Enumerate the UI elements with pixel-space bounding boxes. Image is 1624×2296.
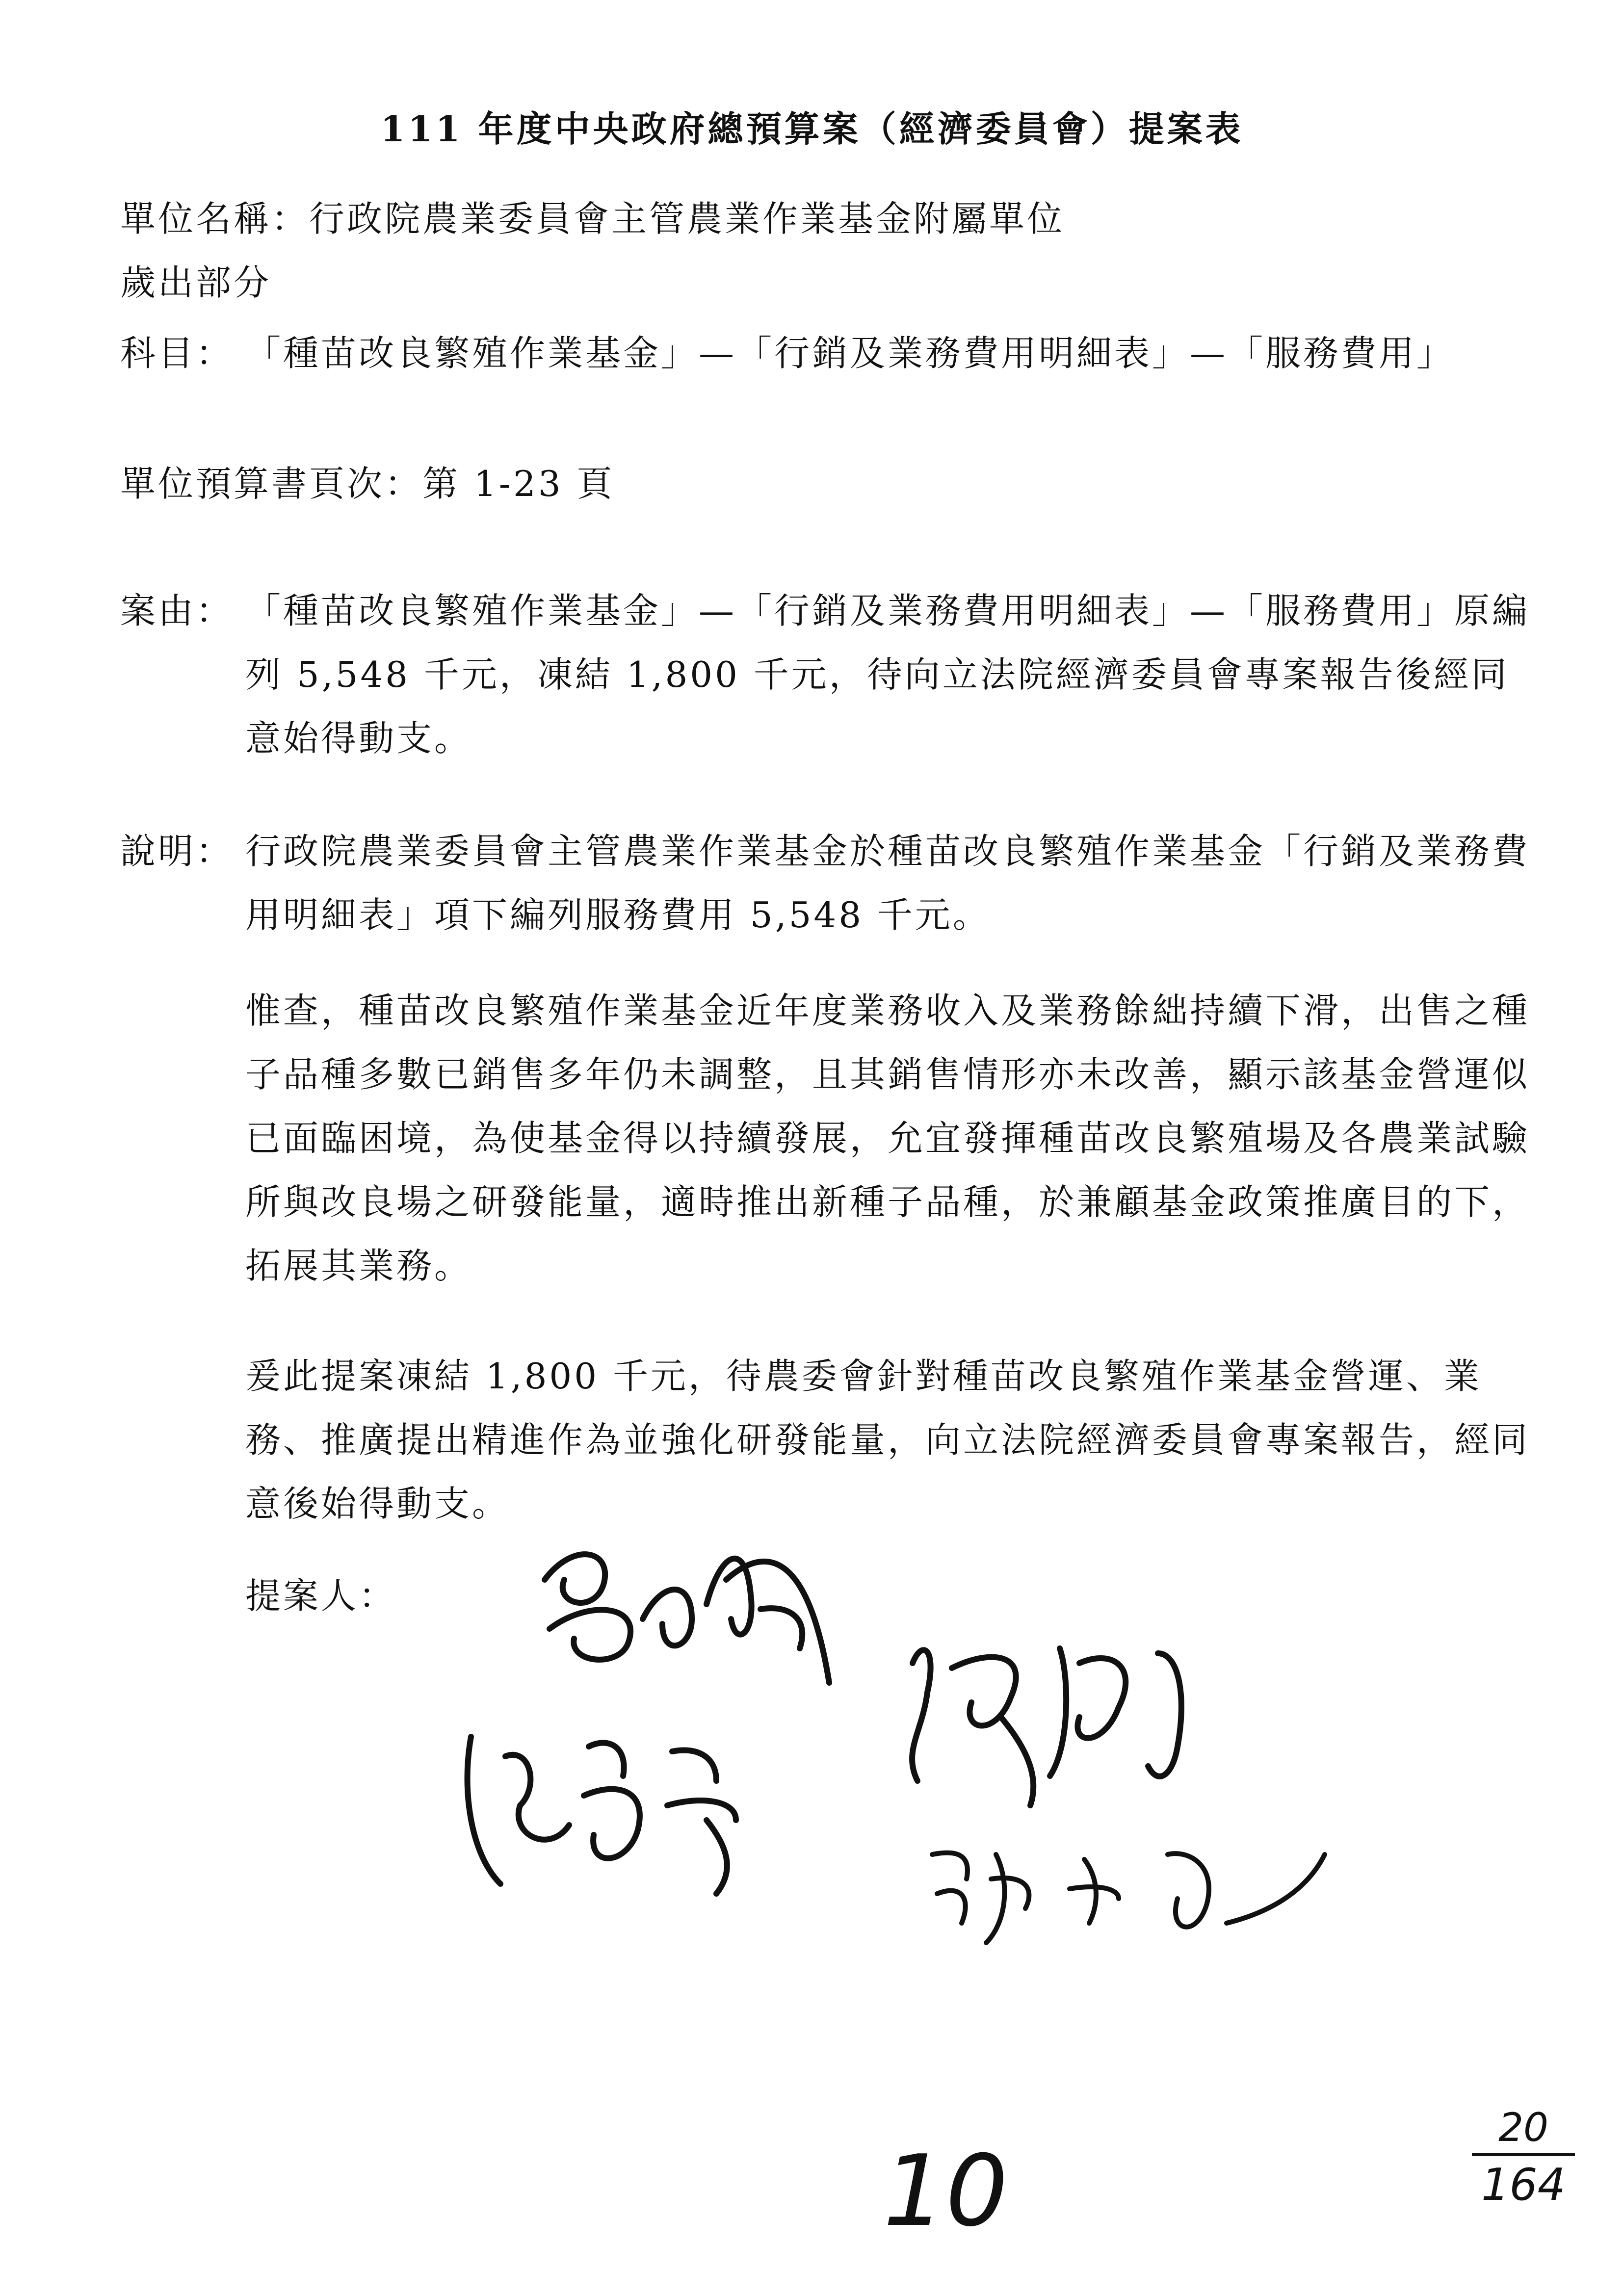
explanation-block [120, 819, 1543, 947]
budget-page-reference: 單位預算書頁次：第 1-23 頁 [120, 463, 615, 504]
page-title: 111 年度中央政府總預算案（經濟委員會）提案表 [380, 108, 1244, 150]
subject-label: 科目： [120, 333, 234, 374]
section-label: 歲出部分 [120, 262, 272, 303]
handwritten-page-number: 10 [883, 2134, 1008, 2248]
unit-name: 單位名稱：行政院農業委員會主管農業作業基金附屬單位 [120, 198, 1065, 239]
explanation-paragraph-2: 惟查，種苗改良繁殖作業基金近年度業務收入及業務餘絀持續下滑，出售之種子品種多數已銷售多年仍未調整，且其銷售情形亦未改善，顯示該基金營運似已面臨困境，為使基金得以持續發展，允宜發揮種苗改良繁殖場及各農業試驗所與改良場之研發能量，適時推出新種子品種，於兼顧基金政策推廣目的下，拓展其業務。 [245, 990, 1530, 1286]
corner-top-number: 20 [1498, 2105, 1548, 2150]
corner-page-count [1472, 2105, 1575, 2211]
proposer-label: 提案人： [245, 1575, 397, 1617]
signature-4 [913, 1825, 1335, 1953]
signature-2 [442, 1707, 814, 1913]
corner-divider [1472, 2153, 1575, 2156]
reason-text: 「種苗改良繁殖作業基金」—「行銷及業務費用明細表」—「服務費用」原編列 5,548 千元，凍結 1,800 千元，待向立法院經濟委員會專案報告後經同意始得動支。 [245, 590, 1530, 759]
corner-bottom-number: 164 [1481, 2159, 1566, 2211]
reason-label: 案由： [120, 590, 234, 631]
explanation-text: 行政院農業委員會主管農業作業基金於種苗改良繁殖作業基金「行銷及業務費用明細表」項下編列服務費用 5,548 千元。 [245, 831, 1530, 936]
explanation-label: 說明： [120, 831, 234, 872]
signature-3 [883, 1619, 1227, 1825]
subject-block [120, 321, 1543, 385]
reason-block [120, 579, 1543, 770]
explanation-paragraph-3: 爰此提案凍結 1,800 千元，待農委會針對種苗改良繁殖作業基金營運、業務、推廣提出精進作為並強化研發能量，向立法院經濟委員會專案報告，經同意後始得動支。 [245, 1356, 1530, 1524]
subject-text: 「種苗改良繁殖作業基金」—「行銷及業務費用明細表」—「服務費用」 [245, 333, 1455, 374]
